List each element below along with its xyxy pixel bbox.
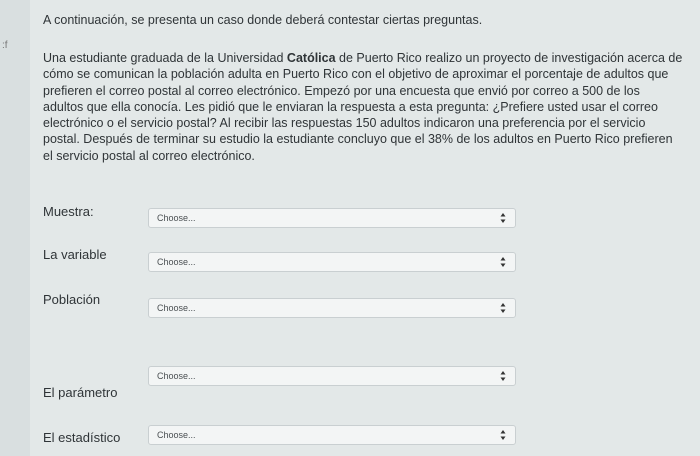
up-down-caret-icon [500,370,506,382]
up-down-caret-icon [500,429,506,441]
up-down-caret-icon [500,256,506,268]
label-variable: La variable [43,247,107,262]
label-estadistico: El estadístico [43,430,121,445]
select-parametro[interactable] [148,366,516,386]
up-down-caret-icon [500,212,506,224]
case-text-part2: de Puerto Rico realizo un proyecto de investigación acerca de cómo se comunican la población adulta en Puerto Rico con el objetivo de aproximar el porcentaje de adultos que prefieren el correo postal al correo electrónico. Empezó por una encuesta que envió por correo a 500 de los adultos que ella conocía. Les pidió que le enviaran la respuesta a esta pregunta: ¿Prefiere usted usar el correo electrónico o el servicio postal? Al recibir las respuestas 150 adultos indicaron una preferencia por el servicio postal. Después de terminar su estudio la estudiante concluyo que el 38% de los adultos en Puerto Rico prefieren el servicio postal al correo electrónico. [43,51,683,163]
select-poblacion[interactable] [148,298,516,318]
case-text-part1: Una estudiante graduada de la Universidad [43,51,287,65]
select-variable[interactable] [148,252,516,272]
label-parametro: El parámetro [43,385,118,400]
up-down-caret-icon [500,302,506,314]
label-poblacion: Población [43,292,101,307]
case-text [43,50,683,164]
select-poblacion-value: Choose... [157,303,196,313]
select-muestra-value: Choose... [157,213,196,223]
select-variable-value: Choose... [157,257,196,267]
margin-mark: :f [2,40,8,51]
select-estadistico[interactable] [148,425,516,445]
label-muestra: Muestra: [43,204,94,219]
question-intro: A continuación, se presenta un caso donde deberá contestar ciertas preguntas. [43,13,483,27]
select-parametro-value: Choose... [157,371,196,381]
case-text-bold: Católica [286,51,336,65]
select-estadistico-value: Choose... [157,430,196,440]
select-muestra[interactable] [148,208,516,228]
